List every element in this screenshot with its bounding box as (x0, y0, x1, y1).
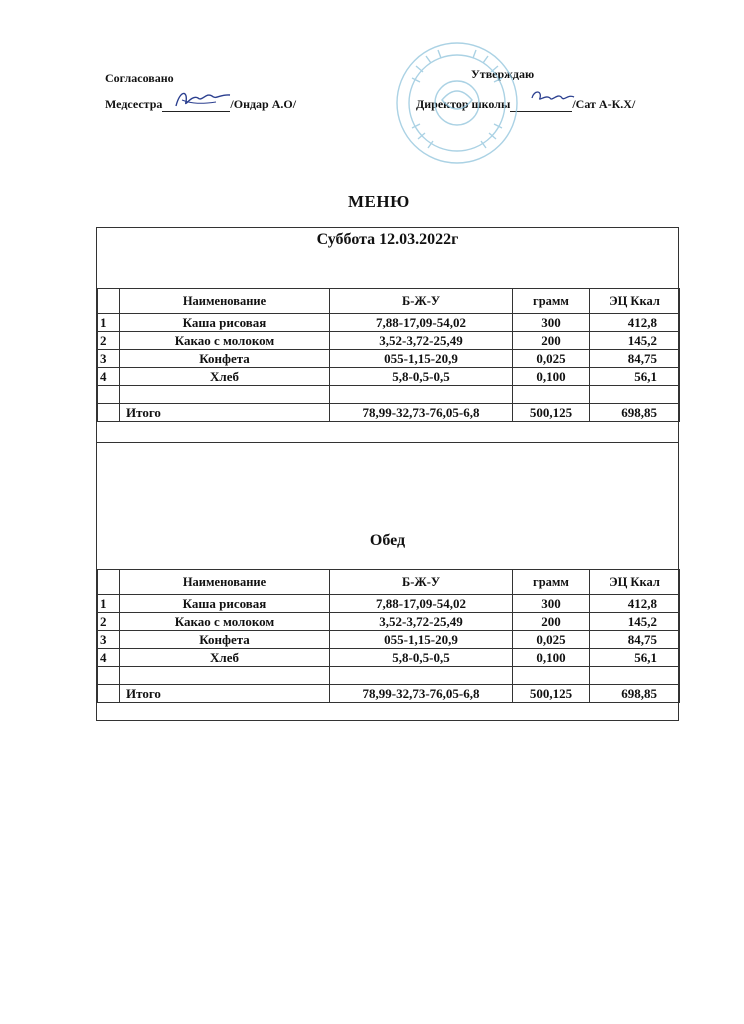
header-gram: грамм (513, 570, 590, 595)
total-bju: 78,99-32,73-76,05-6,8 (330, 685, 513, 703)
page-title: МЕНЮ (348, 192, 410, 211)
row-gram: 300 (513, 314, 590, 332)
empty-cell (98, 667, 120, 685)
table-row (98, 314, 680, 332)
row-num: 2 (98, 332, 120, 350)
empty-cell (590, 667, 680, 685)
row-kcal: 56,1 (590, 368, 680, 386)
empty-cell (513, 386, 590, 404)
header-kcal: ЭЦ Ккал (590, 570, 680, 595)
header-name: Наименование (120, 570, 330, 595)
director-name: /Сат А-К.Х/ (572, 97, 636, 111)
table-row-empty (98, 667, 680, 685)
row-bju: 055-1,15-20,9 (330, 350, 513, 368)
row-name: Какао с молоком (120, 613, 330, 631)
row-gram: 0,100 (513, 649, 590, 667)
nurse-label: Медсестра (105, 97, 163, 111)
row-name: Хлеб (120, 649, 330, 667)
empty-cell (98, 386, 120, 404)
empty-cell (330, 386, 513, 404)
total-num-cell (98, 404, 120, 422)
row-kcal: 412,8 (590, 314, 680, 332)
lunch-table (97, 569, 680, 703)
table-row (98, 631, 680, 649)
table-row (98, 649, 680, 667)
table-row (98, 350, 680, 368)
row-gram: 0,100 (513, 368, 590, 386)
row-gram: 0,025 (513, 350, 590, 368)
director-label: Директор школы (416, 97, 511, 111)
empty-cell (590, 386, 680, 404)
row-kcal: 56,1 (590, 649, 680, 667)
day-heading: Суббота 12.03.2022г (316, 231, 459, 248)
row-name: Какао с молоком (120, 332, 330, 350)
empty-cell (120, 386, 330, 404)
row-kcal: 412,8 (590, 595, 680, 613)
total-label: Итого (120, 404, 330, 422)
table-row (98, 595, 680, 613)
row-kcal: 84,75 (590, 350, 680, 368)
row-name: Каша рисовая (120, 595, 330, 613)
header-name: Наименование (120, 289, 330, 314)
row-gram: 300 (513, 595, 590, 613)
row-num: 1 (98, 595, 120, 613)
row-bju: 7,88-17,09-54,02 (330, 314, 513, 332)
header-num-cell (98, 570, 120, 595)
row-name: Конфета (120, 631, 330, 649)
table-header-row (98, 289, 680, 314)
row-gram: 200 (513, 613, 590, 631)
table-row (98, 368, 680, 386)
total-kcal: 698,85 (590, 685, 680, 703)
row-name: Конфета (120, 350, 330, 368)
header-num-cell (98, 289, 120, 314)
row-gram: 0,025 (513, 631, 590, 649)
lunch-title: Обед (369, 532, 406, 549)
header-gram: грамм (513, 289, 590, 314)
total-gram: 500,125 (513, 404, 590, 422)
row-kcal: 84,75 (590, 631, 680, 649)
row-bju: 055-1,15-20,9 (330, 631, 513, 649)
director-signature-scribble (528, 86, 576, 106)
table-row (98, 332, 680, 350)
row-kcal: 145,2 (590, 332, 680, 350)
table-header-row (98, 570, 680, 595)
row-bju: 5,8-0,5-0,5 (330, 368, 513, 386)
row-num: 4 (98, 368, 120, 386)
nurse-signature-scribble (172, 86, 234, 112)
total-bju: 78,99-32,73-76,05-6,8 (330, 404, 513, 422)
table-total-row (98, 404, 680, 422)
total-label: Итого (120, 685, 330, 703)
empty-cell (330, 667, 513, 685)
total-gram: 500,125 (513, 685, 590, 703)
total-kcal: 698,85 (590, 404, 680, 422)
row-num: 1 (98, 314, 120, 332)
row-num: 4 (98, 649, 120, 667)
row-name: Хлеб (120, 368, 330, 386)
header-kcal: ЭЦ Ккал (590, 289, 680, 314)
header-bju: Б-Ж-У (330, 289, 513, 314)
table-row (98, 613, 680, 631)
row-kcal: 145,2 (590, 613, 680, 631)
table-total-row (98, 685, 680, 703)
row-num: 3 (98, 631, 120, 649)
row-gram: 200 (513, 332, 590, 350)
total-num-cell (98, 685, 120, 703)
row-bju: 7,88-17,09-54,02 (330, 595, 513, 613)
breakfast-table (97, 288, 680, 422)
empty-cell (120, 667, 330, 685)
table-row-empty (98, 386, 680, 404)
school-seal-stamp (392, 38, 522, 168)
row-bju: 3,52-3,72-25,49 (330, 613, 513, 631)
row-num: 2 (98, 613, 120, 631)
empty-cell (513, 667, 590, 685)
row-bju: 5,8-0,5-0,5 (330, 649, 513, 667)
approve-label: Утверждаю (471, 67, 535, 81)
header-bju: Б-Ж-У (330, 570, 513, 595)
row-bju: 3,52-3,72-25,49 (330, 332, 513, 350)
agreed-label: Согласовано (105, 71, 174, 85)
row-num: 3 (98, 350, 120, 368)
row-name: Каша рисовая (120, 314, 330, 332)
nurse-name: /Ондар А.О/ (230, 97, 297, 111)
